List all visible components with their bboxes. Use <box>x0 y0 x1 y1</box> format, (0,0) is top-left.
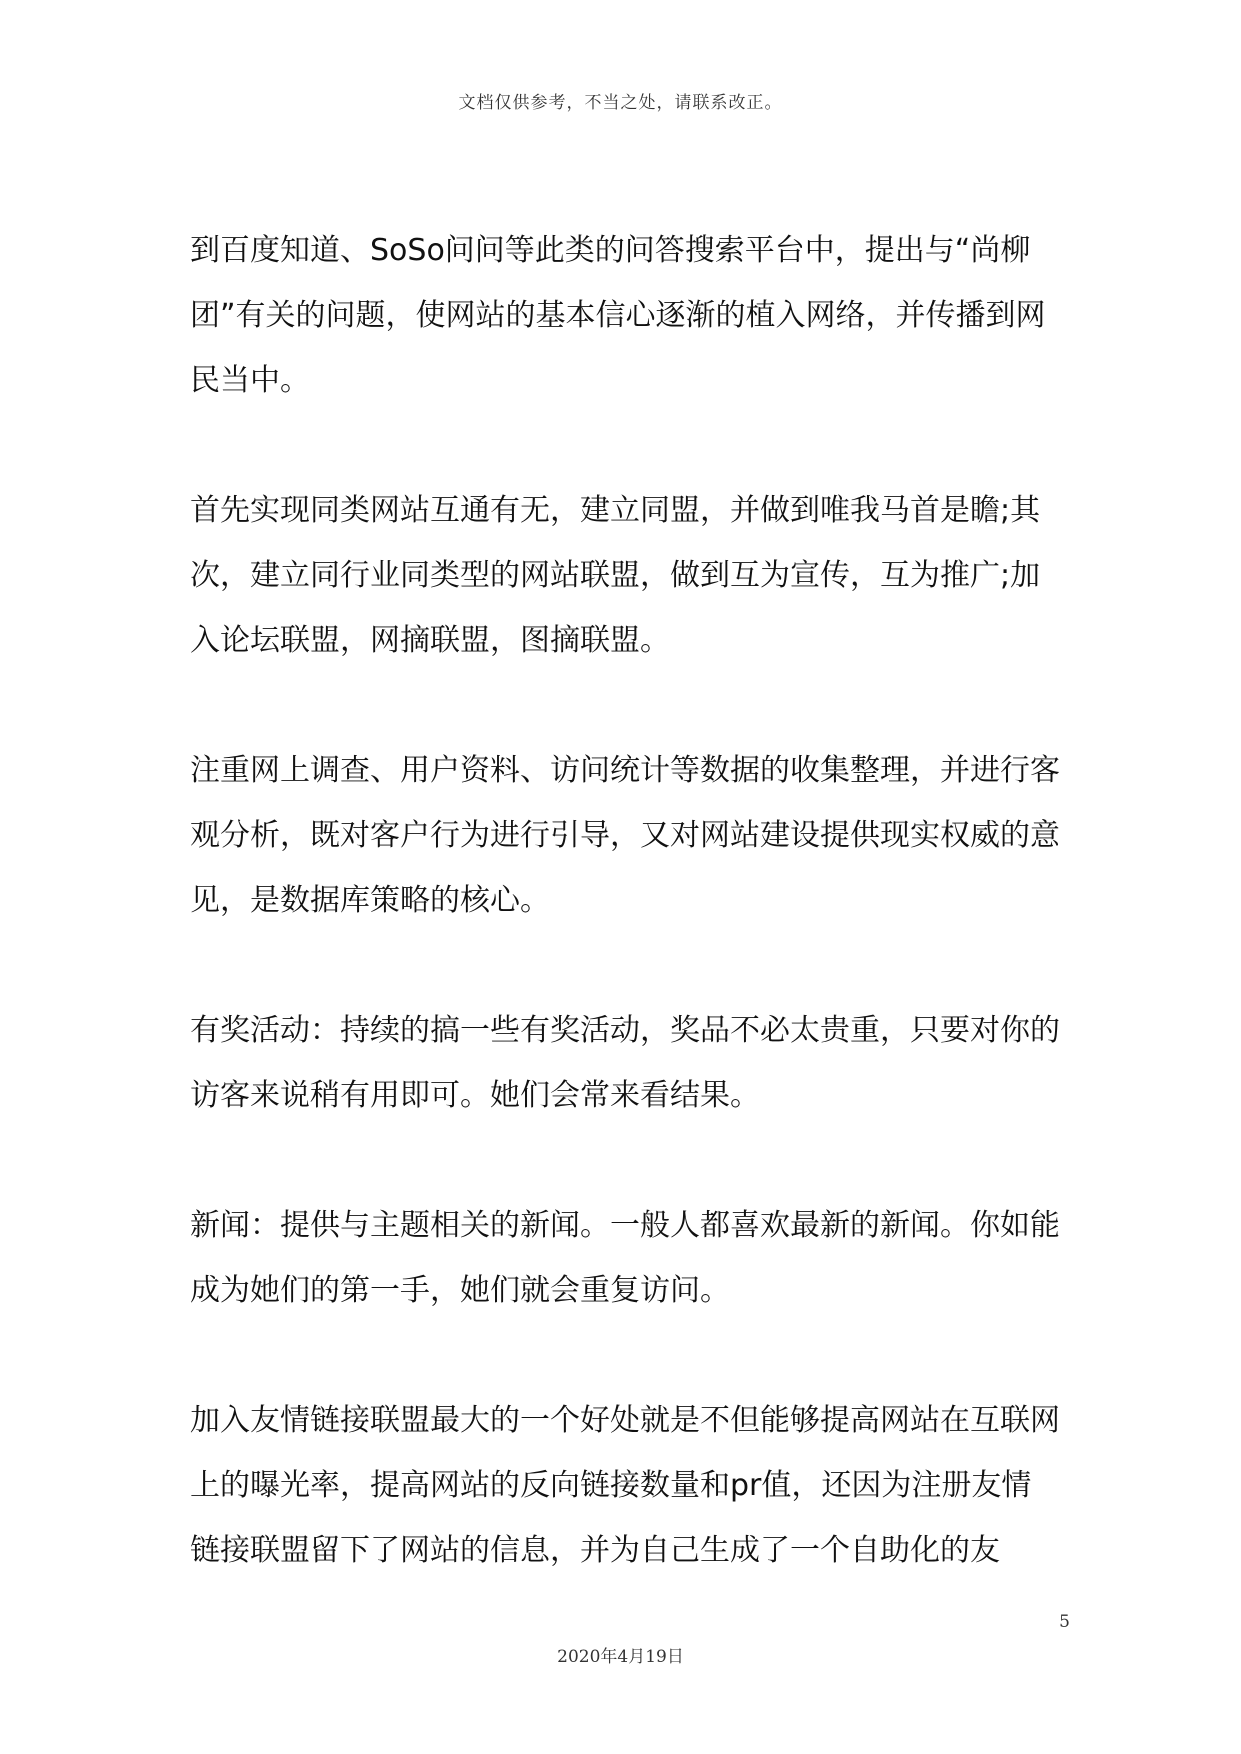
paragraph-2: 首先实现同类网站互通有无，建立同盟，并做到唯我马首是瞻;其次，建立同行业同类型的网站联盟，做到互为宣传，互为推广;加入论坛联盟，网摘联盟，图摘联盟。 <box>190 493 1041 658</box>
page-number: 5 <box>1059 1612 1070 1632</box>
footer-date: 2020年4月19日 <box>557 1647 684 1667</box>
body-text <box>190 218 1060 1648</box>
paragraph-3: 注重网上调查、用户资料、访问统计等数据的收集整理，并进行客观分析，既对客户行为进行引导，又对网站建设提供现实权威的意见，是数据库策略的核心。 <box>190 753 1060 918</box>
paragraph-4: 有奖活动：持续的搞一些有奖活动，奖品不必太贵重，只要对你的访客来说稍有用即可。她们会常来看结果。 <box>190 1013 1060 1113</box>
paragraph-1: 到百度知道、SoSo问问等此类的问答搜索平台中，提出与“尚柳团”有关的问题，使网站的基本信心逐渐的植入网络，并传播到网民当中。 <box>190 233 1046 398</box>
paragraph-5: 新闻：提供与主题相关的新闻。一般人都喜欢最新的新闻。你如能成为她们的第一手，她们就会重复访问。 <box>190 1208 1060 1308</box>
header-note: 文档仅供参考，不当之处，请联系改正。 <box>458 93 783 113</box>
paragraph-6: 加入友情链接联盟最大的一个好处就是不但能够提高网站在互联网上的曝光率，提高网站的反向链接数量和pr值，还因为注册友情链接联盟留下了网站的信息，并为自己生成了一个自助化的友 <box>190 1403 1060 1568</box>
